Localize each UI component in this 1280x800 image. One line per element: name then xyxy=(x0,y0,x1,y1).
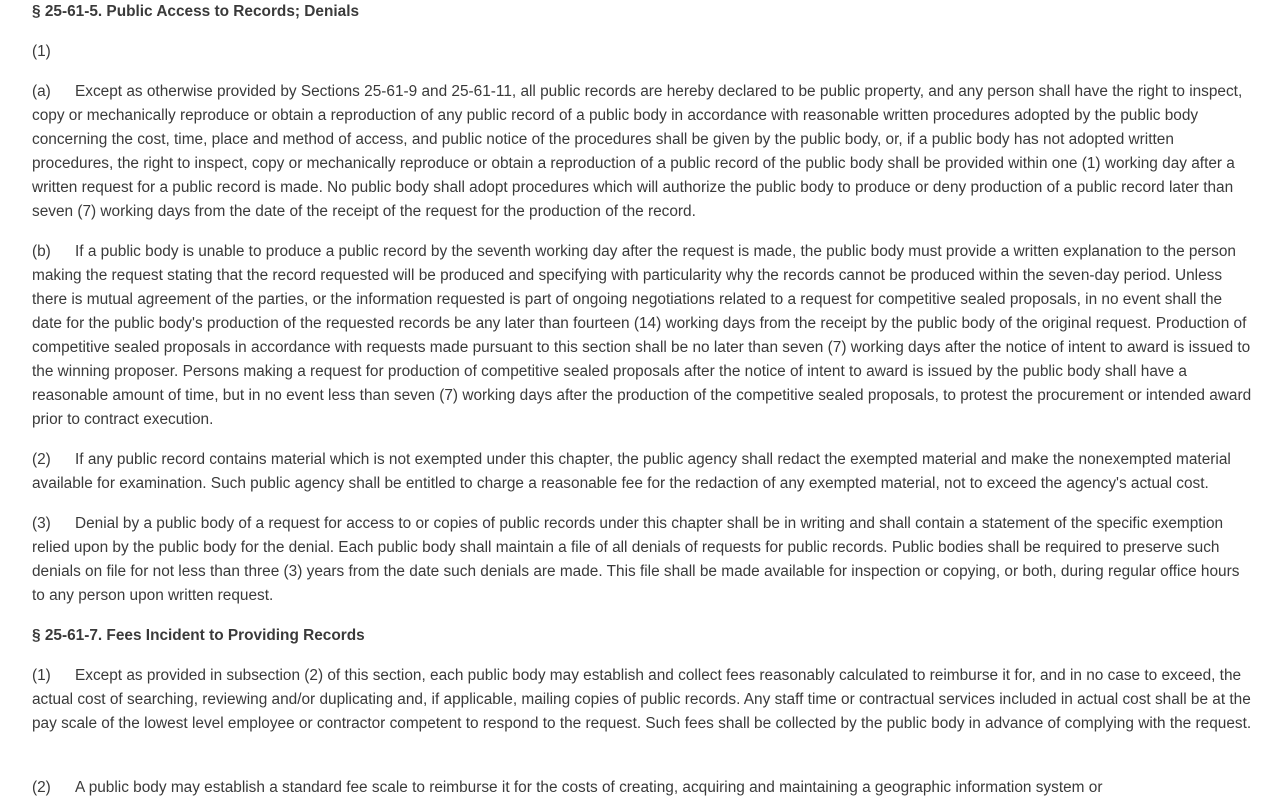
paragraph-text: Except as provided in subsection (2) of this section, each public body may establish and collect fees reasonably calculated to reimburse it for, and in no case to exceed, the actual cost of searching, reviewing and/or duplicating and, if applicable, mailing copies of public records. Any staff time or contractual services included in actual cost shall be at the pay scale of the lowest level employee or contractor competent to respond to the request. Such fees shall be collected by the public body in advance of complying with the request. xyxy=(32,667,1252,732)
paragraph-text: Denial by a public body of a request for access to or copies of public records under this chapter shall be in writing and shall contain a statement of the specific exemption relied upon by the public body for the denial. Each public body shall maintain a file of all denials of requests for public records. Public bodies shall be required to preserve such denials on file for not less than three (3) years from the date such denials are made. This file shall be made available for inspection or copying, or both, during regular office hours to any person upon written request. xyxy=(32,515,1240,604)
paragraph-text: Except as otherwise provided by Sections 25-61-9 and 25-61-11, all public records are hereby declared to be public property, and any person shall have the right to inspect, copy or mechanically reproduce or obtain a reproduction of any public record of a public body in accordance with reasonable written procedures adopted by the public body concerning the cost, time, place and method of access, and public notice of the procedures shall be given by the public body, or, if a public body has not adopted written procedures, the right to inspect, copy or mechanically reproduce or obtain a reproduction of a public record of the public body shall be provided within one (1) working day after a written request for a public record is made. No public body shall adopt procedures which will authorize the public body to produce or deny production of a public record later than seven (7) working days from the date of the receipt of the request for the production of the record. xyxy=(32,83,1243,220)
subsection-1-marker: (1) xyxy=(32,43,51,60)
section-heading-25-61-7: § 25-61-7. Fees Incident to Providing Records xyxy=(32,627,365,644)
paragraph-marker: (2) xyxy=(32,779,51,796)
fees-paragraph-2 xyxy=(32,776,1252,800)
paragraph-2 xyxy=(32,448,1252,496)
paragraph-1a xyxy=(32,80,1252,224)
paragraph-marker: (1) xyxy=(32,667,51,684)
paragraph-marker: (2) xyxy=(32,451,51,468)
paragraph-text: If any public record contains material which is not exempted under this chapter, the public agency shall redact the exempted material and make the nonexempted material available for examination. Such public agency shall be entitled to charge a reasonable fee for the redaction of any exempted material, not to exceed the agency's actual cost. xyxy=(32,451,1231,492)
paragraph-text: If a public body is unable to produce a public record by the seventh working day after the request is made, the public body must provide a written explanation to the person making the request stating that the record requested will be produced and specifying with particularity why the records cannot be produced within the seven-day period. Unless there is mutual agreement of the parties, or the information requested is part of ongoing negotiations related to a request for competitive sealed proposals, in no event shall the date for the public body's production of the requested records be any later than fourteen (14) working days from the receipt by the public body of the original request. Production of competitive sealed proposals in accordance with requests made pursuant to this section shall be no later than seven (7) working days after the notice of intent to award is issued to the winning proposer. Persons making a request for production of competitive sealed proposals after the notice of intent to award is issued by the public body shall have a reasonable amount of time, but in no event less than seven (7) working days after the production of the competitive sealed proposals, to protest the procurement or intended award prior to contract execution. xyxy=(32,243,1252,428)
paragraph-marker: (b) xyxy=(32,243,51,260)
section-heading-25-61-5: § 25-61-5. Public Access to Records; Denials xyxy=(32,3,360,20)
paragraph-text: A public body may establish a standard fee scale to reimburse it for the costs of creating, acquiring and maintaining a geographic information system or xyxy=(75,779,1103,796)
paragraph-3 xyxy=(32,512,1252,608)
paragraph-marker: (a) xyxy=(32,83,51,100)
fees-paragraph-1 xyxy=(32,664,1252,736)
paragraph-1b xyxy=(32,240,1252,432)
paragraph-marker: (3) xyxy=(32,515,51,532)
